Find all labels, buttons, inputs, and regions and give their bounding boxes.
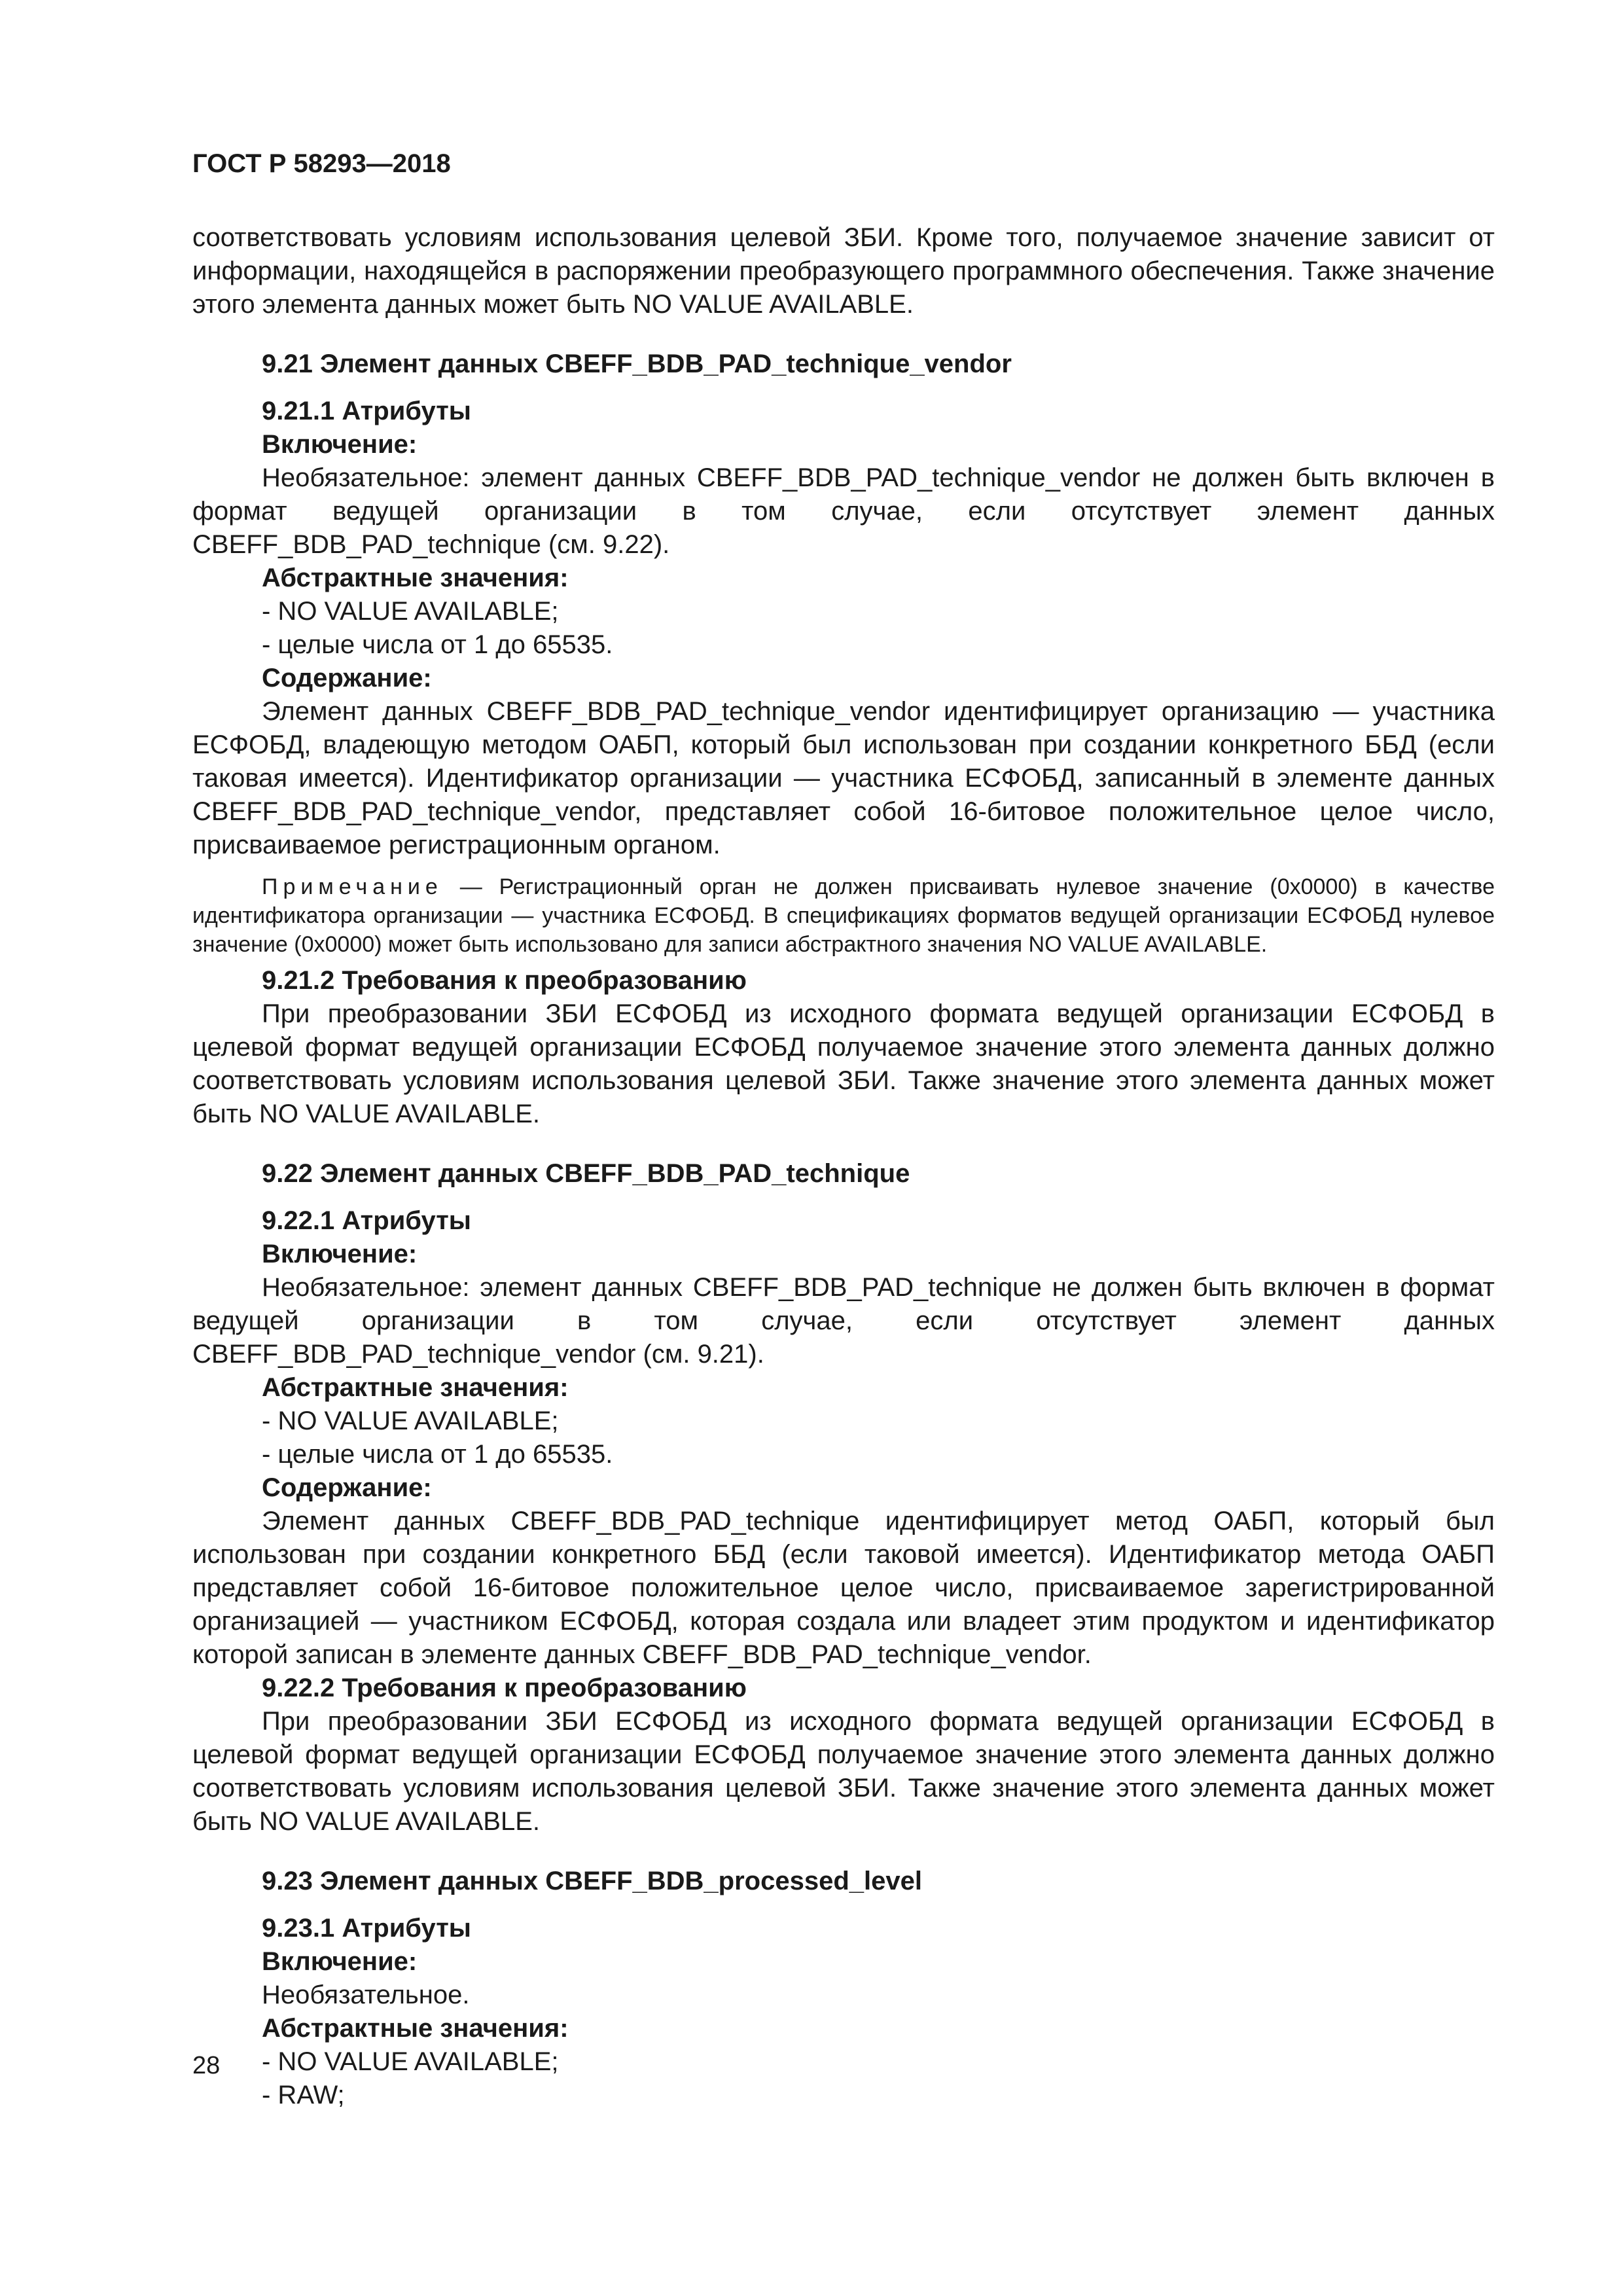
abstract-value-item: - RAW; [262, 2081, 345, 2109]
content-text: Элемент данных CBEFF_BDB_PAD_technique_vendor идентифицирует организацию — участника ЕСФОБД, владеющую методом ОАБП, который был использован при создании конкретного ББД (если таковая имеется). Идентификатор организации — участника ЕСФОБД, записанный в элементе данных CBEFF_BDB_PAD_technique_vendor, представляет собой 16-битовое положительное целое число, присваиваемое регистрационным органом. [192, 697, 1495, 859]
inclusion-label: Включение: [262, 1240, 418, 1268]
section-9-21-1-title: 9.21.1 Атрибуты [262, 397, 471, 425]
inclusion-label: Включение: [262, 1947, 418, 1976]
intro-paragraph: соответствовать условиям использования целевой ЗБИ. Кроме того, получаемое значение зависит от информации, находящейся в распоряжении преобразующего программного обеспечения. Также значение этого элемента данных может быть NO VALUE AVAILABLE. [192, 223, 1495, 319]
standard-header: ГОСТ Р 58293—2018 [192, 149, 451, 178]
note [192, 872, 1495, 959]
page-content [192, 221, 1495, 2112]
section-9-22-title: 9.22 Элемент данных CBEFF_BDB_PAD_technique [262, 1159, 910, 1188]
note-keyword: Примечание [262, 874, 443, 899]
abstract-value-item: - целые числа от 1 до 65535. [262, 1440, 613, 1469]
section-9-22-2-title: 9.22.2 Требования к преобразованию [262, 1674, 747, 1702]
inclusion-label: Включение: [262, 430, 418, 459]
content-label: Содержание: [262, 1473, 432, 1502]
page-number: 28 [192, 2052, 221, 2079]
abstract-value-item: - NO VALUE AVAILABLE; [262, 2047, 559, 2076]
section-9-21-title: 9.21 Элемент данных CBEFF_BDB_PAD_technique_vendor [262, 350, 1012, 378]
abstract-values-label: Абстрактные значения: [262, 2014, 569, 2043]
content-label: Содержание: [262, 664, 432, 692]
inclusion-text: Необязательное: элемент данных CBEFF_BDB_PAD_technique не должен быть включен в формат ведущей организации в том случае, если отсутствует элемент данных CBEFF_BDB_PAD_technique_vendor (см. 9.21). [192, 1273, 1495, 1369]
abstract-value-item: - целые числа от 1 до 65535. [262, 630, 613, 659]
note-text: — Регистрационный орган не должен присваивать нулевое значение (0x0000) в качестве идентификатора организации — участника ЕСФОБД. В спецификациях форматов ведущей организации ЕСФОБД нулевое значение (0x0000) может быть использовано для записи абстрактного значения NO VALUE AVAILABLE. [192, 874, 1495, 957]
abstract-value-item: - NO VALUE AVAILABLE; [262, 1407, 559, 1435]
content-text: Элемент данных CBEFF_BDB_PAD_technique идентифицирует метод ОАБП, который был использован при создании конкретного ББД (если таковой имеется). Идентификатор метода ОАБП представляет собой 16-битовое положительное целое число, присваиваемое зарегистрированной организацией — участником ЕСФОБД, которая создала или владеет этим продуктом и идентификатор которой записан в элементе данных CBEFF_BDB_PAD_technique_vendor. [192, 1507, 1495, 1669]
section-9-21-2-title: 9.21.2 Требования к преобразованию [262, 966, 747, 995]
section-9-23-1-title: 9.23.1 Атрибуты [262, 1914, 471, 1943]
conversion-text: При преобразовании ЗБИ ЕСФОБД из исходного формата ведущей организации ЕСФОБД в целевой формат ведущей организации ЕСФОБД получаемое значение этого элемента данных должно соответствовать условиям использования целевой ЗБИ. Также значение этого элемента данных может быть NO VALUE AVAILABLE. [192, 999, 1495, 1128]
abstract-value-item: - NO VALUE AVAILABLE; [262, 597, 559, 626]
inclusion-text: Необязательное: элемент данных CBEFF_BDB_PAD_technique_vendor не должен быть включен в формат ведущей организации в том случае, если отсутствует элемент данных CBEFF_BDB_PAD_technique (см. 9.22). [192, 463, 1495, 559]
conversion-text: При преобразовании ЗБИ ЕСФОБД из исходного формата ведущей организации ЕСФОБД в целевой формат ведущей организации ЕСФОБД получаемое значение этого элемента данных должно соответствовать условиям использования целевой ЗБИ. Также значение этого элемента данных может быть NO VALUE AVAILABLE. [192, 1707, 1495, 1836]
abstract-values-label: Абстрактные значения: [262, 564, 569, 592]
abstract-values-label: Абстрактные значения: [262, 1373, 569, 1402]
inclusion-text: Необязательное. [262, 1981, 470, 2009]
section-9-23-title: 9.23 Элемент данных CBEFF_BDB_processed_level [262, 1867, 922, 1895]
section-9-22-1-title: 9.22.1 Атрибуты [262, 1206, 471, 1235]
